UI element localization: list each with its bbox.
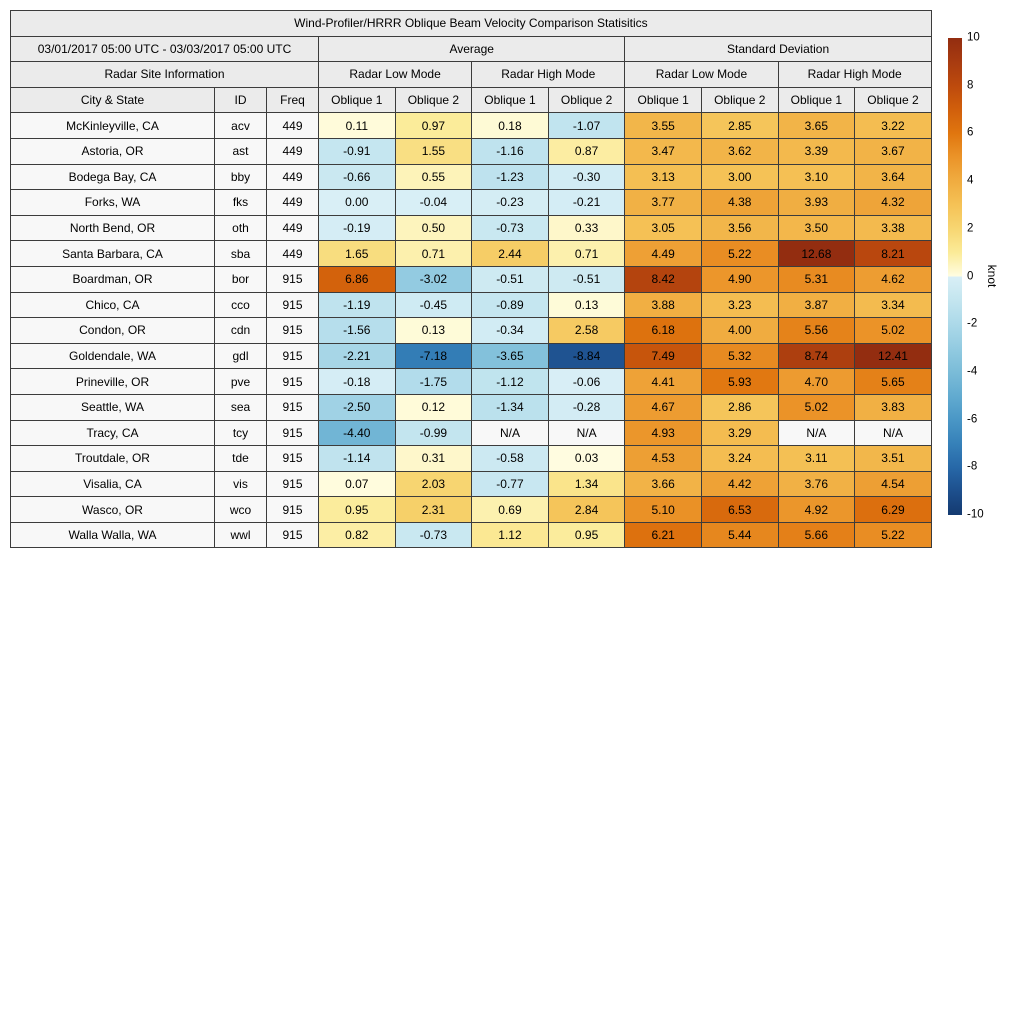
value-cell: 12.41 bbox=[855, 343, 932, 369]
value-cell: 1.34 bbox=[548, 471, 625, 497]
value-cell: 2.44 bbox=[472, 241, 549, 267]
value-cell: -0.99 bbox=[395, 420, 472, 446]
value-cell: 4.62 bbox=[855, 266, 932, 292]
table-row bbox=[11, 420, 932, 446]
freq-cell: 449 bbox=[267, 215, 319, 241]
value-cell: 6.29 bbox=[855, 497, 932, 523]
freq-cell: 449 bbox=[267, 190, 319, 216]
table-row bbox=[11, 522, 932, 548]
value-cell: 3.76 bbox=[778, 471, 855, 497]
table-row bbox=[11, 215, 932, 241]
table-row bbox=[11, 266, 932, 292]
value-cell: 0.71 bbox=[548, 241, 625, 267]
value-cell: 4.49 bbox=[625, 241, 702, 267]
value-cell: 4.00 bbox=[701, 318, 778, 344]
colorbar-unit-label: knot bbox=[985, 264, 999, 288]
value-cell: 3.38 bbox=[855, 215, 932, 241]
value-cell: -3.65 bbox=[472, 343, 549, 369]
value-cell: -0.91 bbox=[319, 138, 396, 164]
colorbar-tick-label: -8 bbox=[967, 460, 978, 473]
value-cell: 5.56 bbox=[778, 318, 855, 344]
col-header-oblique2: Oblique 2 bbox=[855, 87, 932, 113]
city-cell: Bodega Bay, CA bbox=[11, 164, 215, 190]
value-cell: 3.39 bbox=[778, 138, 855, 164]
value-cell: 0.97 bbox=[395, 113, 472, 139]
id-cell: bby bbox=[215, 164, 267, 190]
value-cell: 0.82 bbox=[319, 522, 396, 548]
table-row bbox=[11, 318, 932, 344]
freq-cell: 915 bbox=[267, 318, 319, 344]
id-cell: vis bbox=[215, 471, 267, 497]
table-row bbox=[11, 190, 932, 216]
value-cell: -2.50 bbox=[319, 394, 396, 420]
value-cell: 7.49 bbox=[625, 343, 702, 369]
value-cell: 3.67 bbox=[855, 138, 932, 164]
value-cell: -0.23 bbox=[472, 190, 549, 216]
table-title: Wind-Profiler/HRRR Oblique Beam Velocity Comparison Statisitics bbox=[11, 11, 932, 37]
value-cell: N/A bbox=[472, 420, 549, 446]
colorbar-tick-label: -4 bbox=[967, 365, 978, 378]
value-cell: -4.40 bbox=[319, 420, 396, 446]
colorbar-tick-label: 8 bbox=[967, 78, 974, 91]
value-cell: 0.07 bbox=[319, 471, 396, 497]
value-cell: 3.87 bbox=[778, 292, 855, 318]
value-cell: 0.95 bbox=[319, 497, 396, 523]
value-cell: 3.47 bbox=[625, 138, 702, 164]
id-cell: pve bbox=[215, 369, 267, 395]
value-cell: -0.06 bbox=[548, 369, 625, 395]
avg-low-mode-header: Radar Low Mode bbox=[319, 62, 472, 88]
freq-cell: 449 bbox=[267, 113, 319, 139]
table-row bbox=[11, 497, 932, 523]
value-cell: 4.53 bbox=[625, 446, 702, 472]
value-cell: 3.77 bbox=[625, 190, 702, 216]
value-cell: 4.67 bbox=[625, 394, 702, 420]
city-cell: Seattle, WA bbox=[11, 394, 215, 420]
value-cell: -0.45 bbox=[395, 292, 472, 318]
value-cell: -0.73 bbox=[472, 215, 549, 241]
value-cell: 5.31 bbox=[778, 266, 855, 292]
value-cell: -3.02 bbox=[395, 266, 472, 292]
city-cell: McKinleyville, CA bbox=[11, 113, 215, 139]
value-cell: -1.75 bbox=[395, 369, 472, 395]
value-cell: 4.92 bbox=[778, 497, 855, 523]
freq-cell: 915 bbox=[267, 471, 319, 497]
value-cell: 6.86 bbox=[319, 266, 396, 292]
value-cell: 2.31 bbox=[395, 497, 472, 523]
value-cell: 2.86 bbox=[701, 394, 778, 420]
city-cell: Santa Barbara, CA bbox=[11, 241, 215, 267]
value-cell: -0.51 bbox=[472, 266, 549, 292]
value-cell: -0.04 bbox=[395, 190, 472, 216]
value-cell: 3.05 bbox=[625, 215, 702, 241]
value-cell: 2.58 bbox=[548, 318, 625, 344]
id-cell: gdl bbox=[215, 343, 267, 369]
value-cell: -1.14 bbox=[319, 446, 396, 472]
value-cell: 0.33 bbox=[548, 215, 625, 241]
value-cell: 3.29 bbox=[701, 420, 778, 446]
value-cell: 8.21 bbox=[855, 241, 932, 267]
city-cell: Goldendale, WA bbox=[11, 343, 215, 369]
id-cell: tcy bbox=[215, 420, 267, 446]
freq-cell: 915 bbox=[267, 497, 319, 523]
value-cell: 0.50 bbox=[395, 215, 472, 241]
value-cell: 1.12 bbox=[472, 522, 549, 548]
value-cell: 5.65 bbox=[855, 369, 932, 395]
value-cell: 3.65 bbox=[778, 113, 855, 139]
value-cell: 3.51 bbox=[855, 446, 932, 472]
id-cell: sba bbox=[215, 241, 267, 267]
city-cell: Forks, WA bbox=[11, 190, 215, 216]
value-cell: 3.22 bbox=[855, 113, 932, 139]
value-cell: 0.13 bbox=[395, 318, 472, 344]
value-cell: 3.66 bbox=[625, 471, 702, 497]
value-cell: -0.30 bbox=[548, 164, 625, 190]
colorbar-tick-label: 0 bbox=[967, 269, 974, 282]
table-row bbox=[11, 292, 932, 318]
city-cell: Walla Walla, WA bbox=[11, 522, 215, 548]
value-cell: 3.34 bbox=[855, 292, 932, 318]
value-cell: 8.74 bbox=[778, 343, 855, 369]
value-cell: -1.16 bbox=[472, 138, 549, 164]
table-row bbox=[11, 471, 932, 497]
id-cell: wco bbox=[215, 497, 267, 523]
id-cell: acv bbox=[215, 113, 267, 139]
value-cell: -0.21 bbox=[548, 190, 625, 216]
id-cell: sea bbox=[215, 394, 267, 420]
freq-cell: 449 bbox=[267, 138, 319, 164]
id-cell: fks bbox=[215, 190, 267, 216]
city-cell: Troutdale, OR bbox=[11, 446, 215, 472]
group-header-site-info: Radar Site Information bbox=[11, 62, 319, 88]
value-cell: 2.84 bbox=[548, 497, 625, 523]
group-header-average: Average bbox=[319, 36, 625, 62]
table-row bbox=[11, 241, 932, 267]
value-cell: -1.12 bbox=[472, 369, 549, 395]
std-low-mode-header: Radar Low Mode bbox=[625, 62, 778, 88]
group-header-standard-deviation: Standard Deviation bbox=[625, 36, 931, 62]
city-cell: Boardman, OR bbox=[11, 266, 215, 292]
colorbar-tick-label: -10 bbox=[967, 508, 984, 521]
table-row bbox=[11, 138, 932, 164]
value-cell: 3.64 bbox=[855, 164, 932, 190]
colorbar-tick-label: 2 bbox=[967, 222, 974, 235]
colorbar-tick-label: -6 bbox=[967, 412, 978, 425]
table-row bbox=[11, 343, 932, 369]
col-header-oblique2: Oblique 2 bbox=[395, 87, 472, 113]
id-cell: cco bbox=[215, 292, 267, 318]
table-row bbox=[11, 164, 932, 190]
id-cell: ast bbox=[215, 138, 267, 164]
value-cell: 2.85 bbox=[701, 113, 778, 139]
value-cell: 3.62 bbox=[701, 138, 778, 164]
value-cell: 3.24 bbox=[701, 446, 778, 472]
freq-cell: 915 bbox=[267, 522, 319, 548]
table-row bbox=[11, 394, 932, 420]
value-cell: 8.42 bbox=[625, 266, 702, 292]
value-cell: 2.03 bbox=[395, 471, 472, 497]
value-cell: 5.02 bbox=[778, 394, 855, 420]
city-cell: Wasco, OR bbox=[11, 497, 215, 523]
value-cell: 3.83 bbox=[855, 394, 932, 420]
value-cell: 3.93 bbox=[778, 190, 855, 216]
value-cell: 5.10 bbox=[625, 497, 702, 523]
col-header-oblique2: Oblique 2 bbox=[548, 87, 625, 113]
id-cell: tde bbox=[215, 446, 267, 472]
value-cell: -0.19 bbox=[319, 215, 396, 241]
value-cell: -0.51 bbox=[548, 266, 625, 292]
value-cell: 5.44 bbox=[701, 522, 778, 548]
value-cell: 4.32 bbox=[855, 190, 932, 216]
colorbar-tick-label: 4 bbox=[967, 174, 974, 187]
value-cell: N/A bbox=[855, 420, 932, 446]
value-cell: 4.93 bbox=[625, 420, 702, 446]
col-header-city-state: City & State bbox=[11, 87, 215, 113]
value-cell: -0.34 bbox=[472, 318, 549, 344]
city-cell: Condon, OR bbox=[11, 318, 215, 344]
value-cell: 5.22 bbox=[701, 241, 778, 267]
value-cell: 4.41 bbox=[625, 369, 702, 395]
value-cell: 12.68 bbox=[778, 241, 855, 267]
colorbar-tick-label: 6 bbox=[967, 126, 974, 139]
value-cell: 0.13 bbox=[548, 292, 625, 318]
city-cell: Chico, CA bbox=[11, 292, 215, 318]
value-cell: -0.77 bbox=[472, 471, 549, 497]
city-cell: Astoria, OR bbox=[11, 138, 215, 164]
freq-cell: 915 bbox=[267, 369, 319, 395]
freq-cell: 915 bbox=[267, 446, 319, 472]
freq-cell: 915 bbox=[267, 343, 319, 369]
value-cell: -0.58 bbox=[472, 446, 549, 472]
value-cell: 3.56 bbox=[701, 215, 778, 241]
value-cell: 3.55 bbox=[625, 113, 702, 139]
city-cell: Tracy, CA bbox=[11, 420, 215, 446]
freq-cell: 915 bbox=[267, 266, 319, 292]
col-header-oblique1: Oblique 1 bbox=[319, 87, 396, 113]
value-cell: -0.66 bbox=[319, 164, 396, 190]
value-cell: 3.88 bbox=[625, 292, 702, 318]
value-cell: 0.31 bbox=[395, 446, 472, 472]
value-cell: 1.55 bbox=[395, 138, 472, 164]
value-cell: 0.18 bbox=[472, 113, 549, 139]
value-cell: -8.84 bbox=[548, 343, 625, 369]
table-row bbox=[11, 446, 932, 472]
value-cell: 3.13 bbox=[625, 164, 702, 190]
col-header-oblique1: Oblique 1 bbox=[778, 87, 855, 113]
id-cell: cdn bbox=[215, 318, 267, 344]
value-cell: 0.03 bbox=[548, 446, 625, 472]
value-cell: 0.11 bbox=[319, 113, 396, 139]
freq-cell: 915 bbox=[267, 292, 319, 318]
value-cell: -0.18 bbox=[319, 369, 396, 395]
freq-cell: 449 bbox=[267, 241, 319, 267]
city-cell: Prineville, OR bbox=[11, 369, 215, 395]
value-cell: 0.00 bbox=[319, 190, 396, 216]
value-cell: 4.54 bbox=[855, 471, 932, 497]
value-cell: -1.19 bbox=[319, 292, 396, 318]
value-cell: -0.28 bbox=[548, 394, 625, 420]
value-cell: 6.21 bbox=[625, 522, 702, 548]
city-cell: North Bend, OR bbox=[11, 215, 215, 241]
id-cell: bor bbox=[215, 266, 267, 292]
value-cell: 5.93 bbox=[701, 369, 778, 395]
value-cell: 4.90 bbox=[701, 266, 778, 292]
value-cell: 0.87 bbox=[548, 138, 625, 164]
value-cell: -1.23 bbox=[472, 164, 549, 190]
value-cell: -0.89 bbox=[472, 292, 549, 318]
value-cell: 3.00 bbox=[701, 164, 778, 190]
value-cell: 6.53 bbox=[701, 497, 778, 523]
freq-cell: 915 bbox=[267, 394, 319, 420]
freq-cell: 915 bbox=[267, 420, 319, 446]
freq-cell: 449 bbox=[267, 164, 319, 190]
value-cell: 4.38 bbox=[701, 190, 778, 216]
value-cell: 5.02 bbox=[855, 318, 932, 344]
value-cell: -1.07 bbox=[548, 113, 625, 139]
value-cell: 0.71 bbox=[395, 241, 472, 267]
value-cell: 3.10 bbox=[778, 164, 855, 190]
value-cell: -1.56 bbox=[319, 318, 396, 344]
value-cell: 4.70 bbox=[778, 369, 855, 395]
value-cell: 5.32 bbox=[701, 343, 778, 369]
avg-high-mode-header: Radar High Mode bbox=[472, 62, 625, 88]
col-header-oblique1: Oblique 1 bbox=[472, 87, 549, 113]
value-cell: -0.73 bbox=[395, 522, 472, 548]
value-cell: 0.69 bbox=[472, 497, 549, 523]
value-cell: -7.18 bbox=[395, 343, 472, 369]
date-range: 03/01/2017 05:00 UTC - 03/03/2017 05:00 UTC bbox=[11, 36, 319, 62]
id-cell: oth bbox=[215, 215, 267, 241]
value-cell: 3.11 bbox=[778, 446, 855, 472]
stats-table bbox=[10, 10, 932, 548]
value-cell: N/A bbox=[548, 420, 625, 446]
value-cell: 6.18 bbox=[625, 318, 702, 344]
value-cell: 1.65 bbox=[319, 241, 396, 267]
value-cell: 5.66 bbox=[778, 522, 855, 548]
col-header-oblique2: Oblique 2 bbox=[701, 87, 778, 113]
value-cell: 5.22 bbox=[855, 522, 932, 548]
id-cell: wwl bbox=[215, 522, 267, 548]
value-cell: 0.12 bbox=[395, 394, 472, 420]
col-header-oblique1: Oblique 1 bbox=[625, 87, 702, 113]
col-header-freq: Freq bbox=[267, 87, 319, 113]
colorbar-tick-label: -2 bbox=[967, 317, 978, 330]
colorbar bbox=[948, 38, 962, 515]
value-cell: -1.34 bbox=[472, 394, 549, 420]
city-cell: Visalia, CA bbox=[11, 471, 215, 497]
value-cell: -2.21 bbox=[319, 343, 396, 369]
table-row bbox=[11, 369, 932, 395]
value-cell: 3.23 bbox=[701, 292, 778, 318]
value-cell: N/A bbox=[778, 420, 855, 446]
value-cell: 0.95 bbox=[548, 522, 625, 548]
value-cell: 4.42 bbox=[701, 471, 778, 497]
value-cell: 0.55 bbox=[395, 164, 472, 190]
table-row bbox=[11, 113, 932, 139]
value-cell: 3.50 bbox=[778, 215, 855, 241]
std-high-mode-header: Radar High Mode bbox=[778, 62, 931, 88]
col-header-id: ID bbox=[215, 87, 267, 113]
colorbar-tick-label: 10 bbox=[967, 31, 980, 44]
